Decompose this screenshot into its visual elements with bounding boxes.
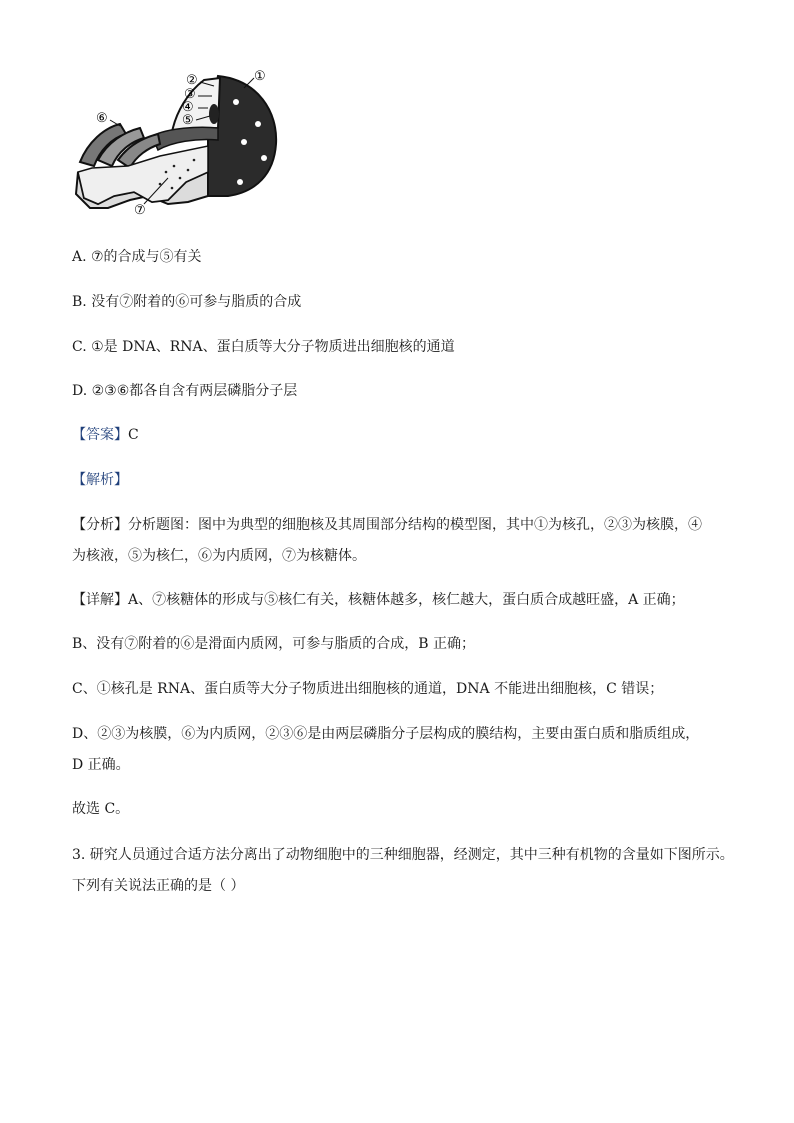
answer-line xyxy=(72,425,139,445)
cell-nucleus-figure xyxy=(68,62,288,222)
detail-text-a: A、⑦核糖体的形成与⑤核仁有关，核糖体越多，核仁越大，蛋白质合成越旺盛，A 正确； xyxy=(128,592,685,608)
analysis-heading xyxy=(72,470,128,490)
fenxi-line-1 xyxy=(72,515,702,535)
question-3-line-1: 3. 研究人员通过合适方法分离出了动物细胞中的三种细胞器，经测定，其中三种有机物的含量如下图所示。 xyxy=(72,847,734,863)
detail-line-a xyxy=(72,590,685,610)
label-5: ⑤ xyxy=(182,113,194,128)
nuclear-pore xyxy=(237,179,243,185)
label-7: ⑦ xyxy=(134,203,146,218)
nuclear-pore xyxy=(241,139,247,145)
option-b: B. 没有⑦附着的⑥可参与脂质的合成 xyxy=(72,294,302,310)
fenxi-line-2: 为核液，⑤为核仁，⑥为内质网，⑦为核糖体。 xyxy=(72,548,366,564)
question-3-line-2: 下列有关说法正确的是（ ） xyxy=(72,878,245,894)
detail-line-d1: D、②③为核膜，⑥为内质网，②③⑥是由两层磷脂分子层构成的膜结构，主要由蛋白质和脂质组成， xyxy=(72,726,700,742)
fenxi-text-1: 分析题图：图中为典型的细胞核及其周围部分结构的模型图，其中①为核孔，②③为核膜，④ xyxy=(128,517,702,533)
conclusion: 故选 C。 xyxy=(72,801,130,817)
nuclear-pore xyxy=(255,121,261,127)
option-d: D. ②③⑥都各自含有两层磷脂分子层 xyxy=(72,383,298,399)
answer-value: C xyxy=(128,427,139,443)
fenxi-tag: 【分析】 xyxy=(72,517,128,533)
label-1: ① xyxy=(254,69,266,84)
answer-tag: 【答案】 xyxy=(72,427,128,443)
option-a: A. ⑦的合成与⑤有关 xyxy=(72,249,202,265)
nuclear-pore xyxy=(261,155,267,161)
detail-line-b: B、没有⑦附着的⑥是滑面内质网，可参与脂质的合成，B 正确； xyxy=(72,636,476,652)
detail-line-d2: D 正确。 xyxy=(72,757,130,773)
option-c: C. ①是 DNA、RNA、蛋白质等大分子物质进出细胞核的通道 xyxy=(72,339,455,355)
nuclear-pore xyxy=(233,99,239,105)
label-4: ④ xyxy=(182,100,194,115)
detail-tag: 【详解】 xyxy=(72,592,128,608)
nucleolus xyxy=(209,104,219,124)
label-3: ③ xyxy=(184,87,196,102)
analysis-tag: 【解析】 xyxy=(72,472,128,488)
label-6: ⑥ xyxy=(96,111,108,126)
detail-line-c: C、①核孔是 RNA、蛋白质等大分子物质进出细胞核的通道，DNA 不能进出细胞核，C 错误； xyxy=(72,681,664,697)
label-2: ② xyxy=(186,73,198,88)
